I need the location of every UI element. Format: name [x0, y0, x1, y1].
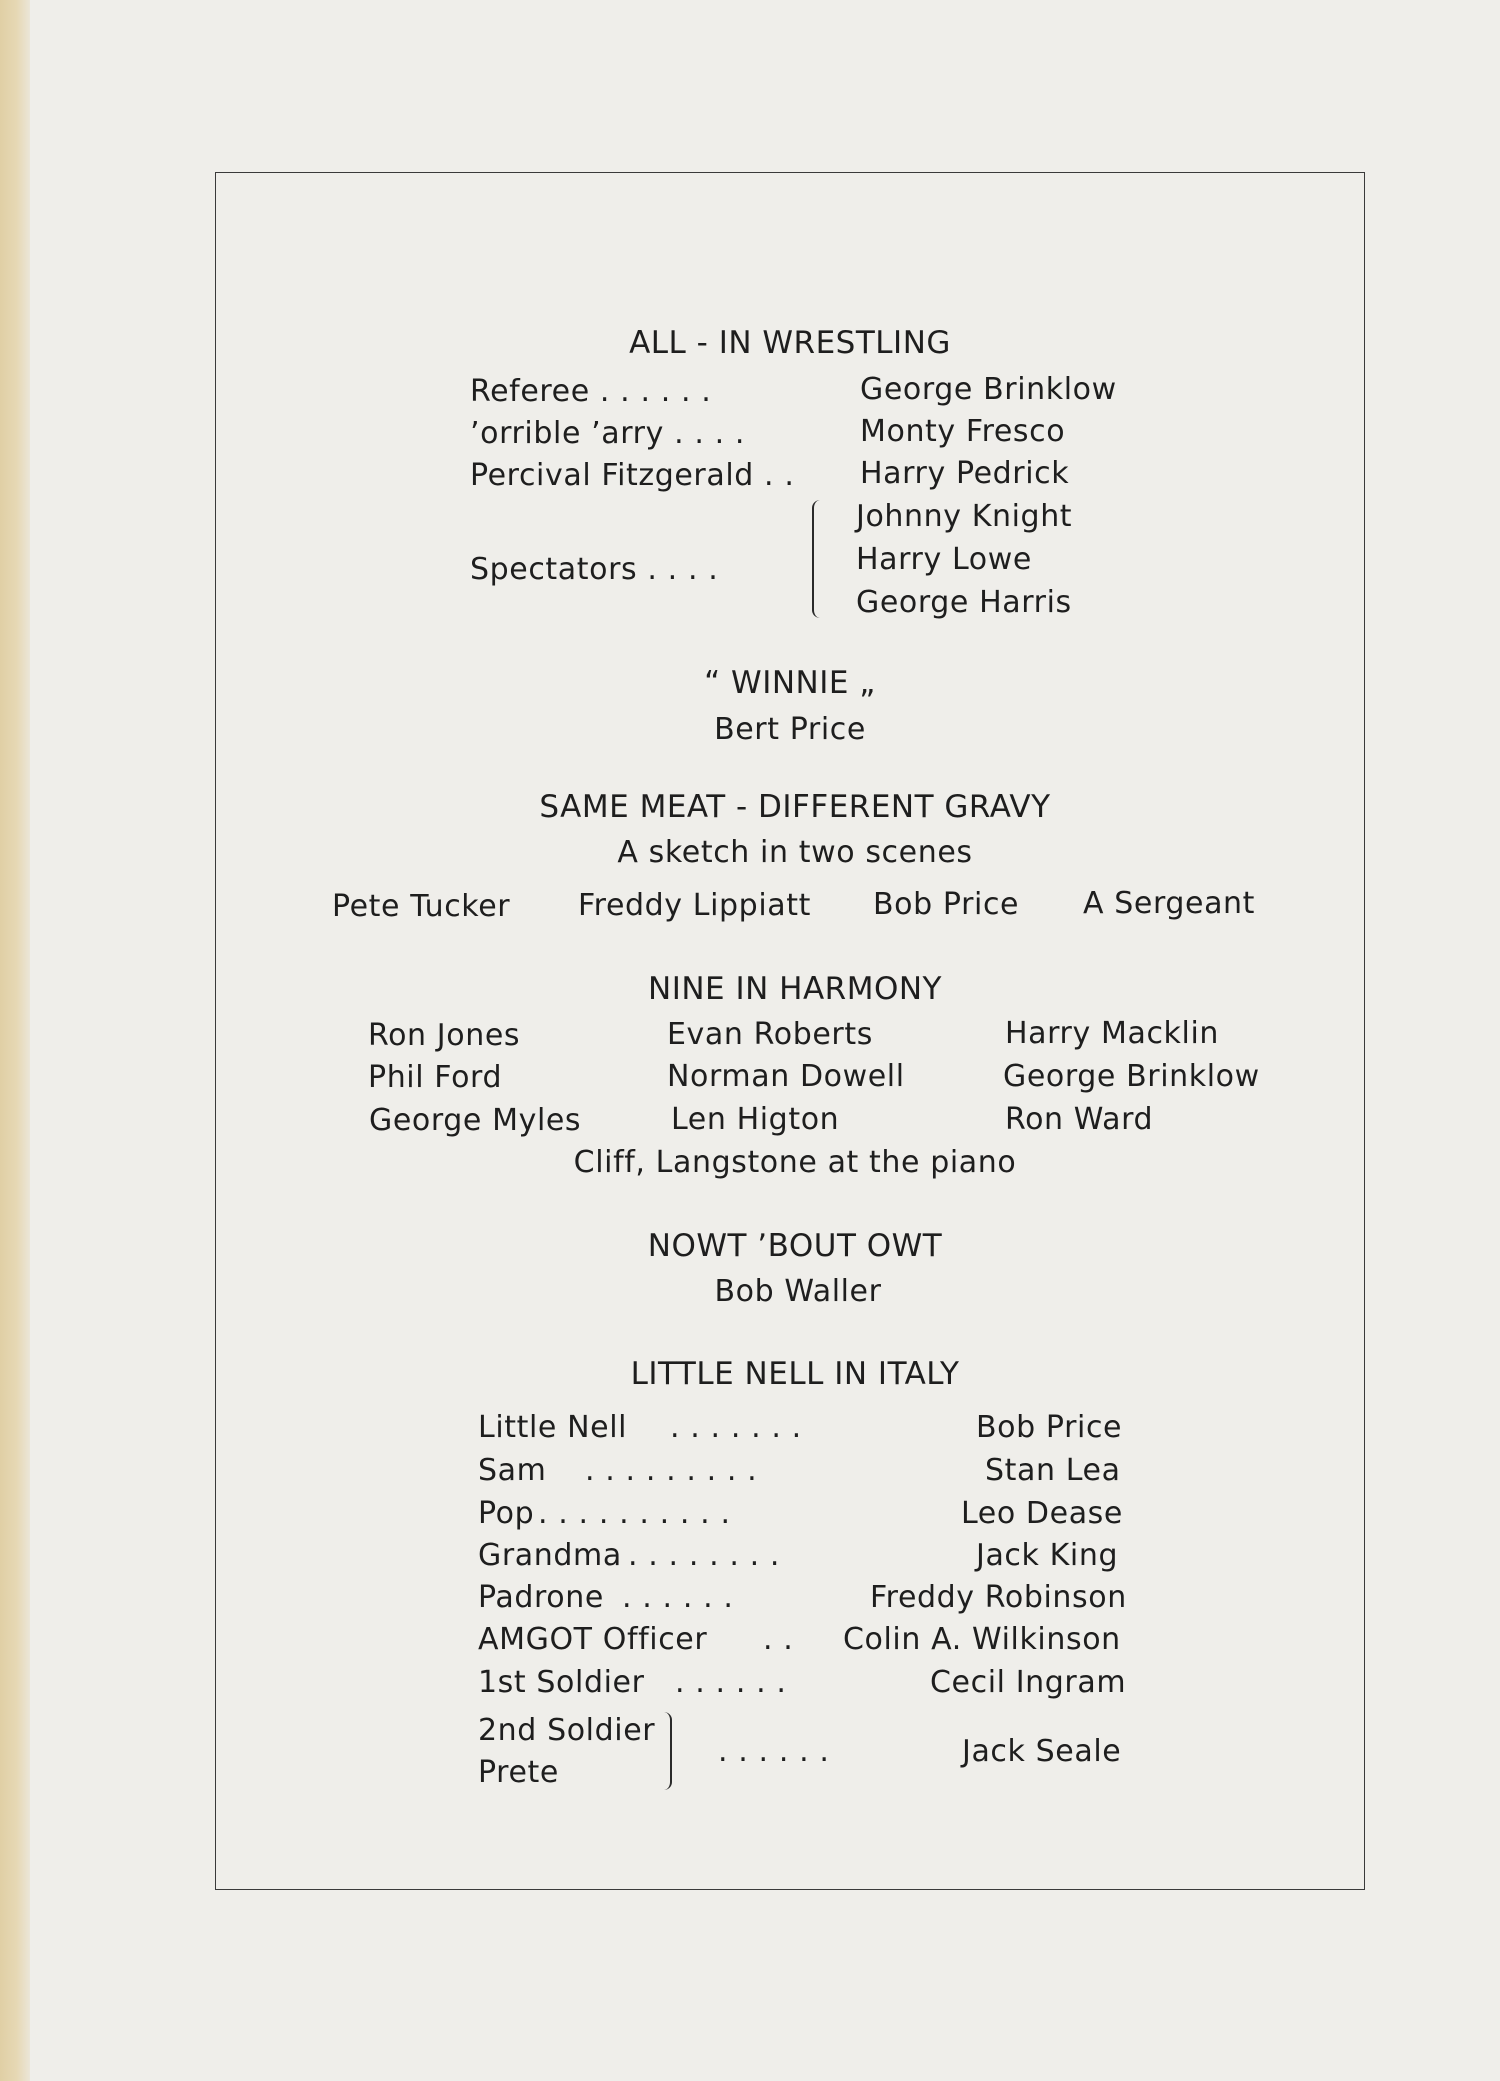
harmony-title: NINE IN HARMONY [648, 971, 942, 1007]
sketch-cast-member: A Sergeant [1083, 886, 1256, 921]
nell-leader: . . [763, 1622, 794, 1657]
harmony-member: George Brinklow [1003, 1059, 1260, 1094]
sketch-title: SAME MEAT - DIFFERENT GRAVY [539, 789, 1051, 825]
harmony-member: Ron Ward [1005, 1102, 1154, 1137]
nell-role: 2nd Soldier [478, 1713, 656, 1748]
nell-role: Pop [478, 1496, 535, 1531]
wrestling-role-referee: Referee . . . . . . [470, 374, 712, 409]
wrestling-role-percival: Percival Fitzgerald . . [470, 458, 795, 493]
nell-leader: . . . . . . [718, 1734, 830, 1769]
nell-actor: Bob Price [976, 1410, 1123, 1445]
wrestling-actor: Harry Lowe [856, 542, 1032, 577]
winnie-performer: Bert Price [714, 712, 866, 747]
spectators-brace [812, 500, 828, 618]
sketch-cast-member: Pete Tucker [332, 889, 511, 924]
nell-actor: Freddy Robinson [870, 1580, 1127, 1615]
nell-role: Little Nell [478, 1410, 628, 1445]
sketch-cast-member: Bob Price [873, 887, 1020, 922]
harmony-member: Norman Dowell [667, 1059, 905, 1094]
nell-title: LITTLE NELL IN ITALY [630, 1356, 960, 1392]
harmony-member: Ron Jones [368, 1018, 521, 1053]
nowt-performer: Bob Waller [714, 1274, 882, 1309]
nell-role: AMGOT Officer [478, 1622, 708, 1657]
wrestling-actor: George Brinklow [860, 372, 1117, 407]
page-left-edge [0, 0, 30, 2081]
nell-role: Grandma [478, 1538, 622, 1573]
wrestling-title: ALL - IN WRESTLING [629, 325, 951, 361]
nell-role: Prete [478, 1755, 559, 1790]
wrestling-actor: Monty Fresco [860, 414, 1066, 449]
sketch-cast-member: Freddy Lippiatt [578, 888, 811, 923]
harmony-piano: Cliff, Langstone at the piano [573, 1145, 1017, 1180]
wrestling-actor: Johnny Knight [856, 499, 1073, 534]
harmony-member: Phil Ford [368, 1060, 503, 1095]
nell-leader: . . . . . . . . . [585, 1453, 758, 1488]
harmony-member: Evan Roberts [667, 1017, 873, 1052]
wrestling-role-spectators: Spectators . . . . [470, 552, 719, 587]
nell-actor: Leo Dease [961, 1496, 1123, 1531]
wrestling-actor: George Harris [856, 585, 1072, 620]
harmony-member: George Myles [369, 1103, 582, 1138]
wrestling-actor: Harry Pedrick [860, 456, 1070, 491]
nell-actor: Cecil Ingram [930, 1665, 1127, 1700]
nell-actor: Jack Seale [962, 1734, 1122, 1769]
wrestling-role-arry: ’orrible ’arry . . . . [470, 416, 746, 451]
harmony-member: Harry Macklin [1005, 1016, 1219, 1051]
nell-actor: Colin A. Wilkinson [843, 1622, 1121, 1657]
nell-leader: . . . . . . . . . . [538, 1496, 731, 1531]
sketch-subtitle: A sketch in two scenes [617, 835, 973, 870]
nell-role: Sam [478, 1453, 547, 1488]
nell-role: Padrone [478, 1580, 604, 1615]
harmony-member: Len Higton [671, 1102, 840, 1137]
nell-leader: . . . . . . [675, 1665, 787, 1700]
nell-actor: Jack King [976, 1538, 1119, 1573]
nell-role: 1st Soldier [478, 1665, 645, 1700]
nowt-title: NOWT ’BOUT OWT [647, 1228, 943, 1264]
soldier-prete-brace [658, 1712, 672, 1790]
nell-leader: . . . . . . [622, 1580, 734, 1615]
nell-leader: . . . . . . . [670, 1410, 802, 1445]
nell-leader: . . . . . . . . [628, 1538, 781, 1573]
nell-actor: Stan Lea [985, 1453, 1121, 1488]
winnie-title: “ WINNIE „ [704, 665, 876, 701]
